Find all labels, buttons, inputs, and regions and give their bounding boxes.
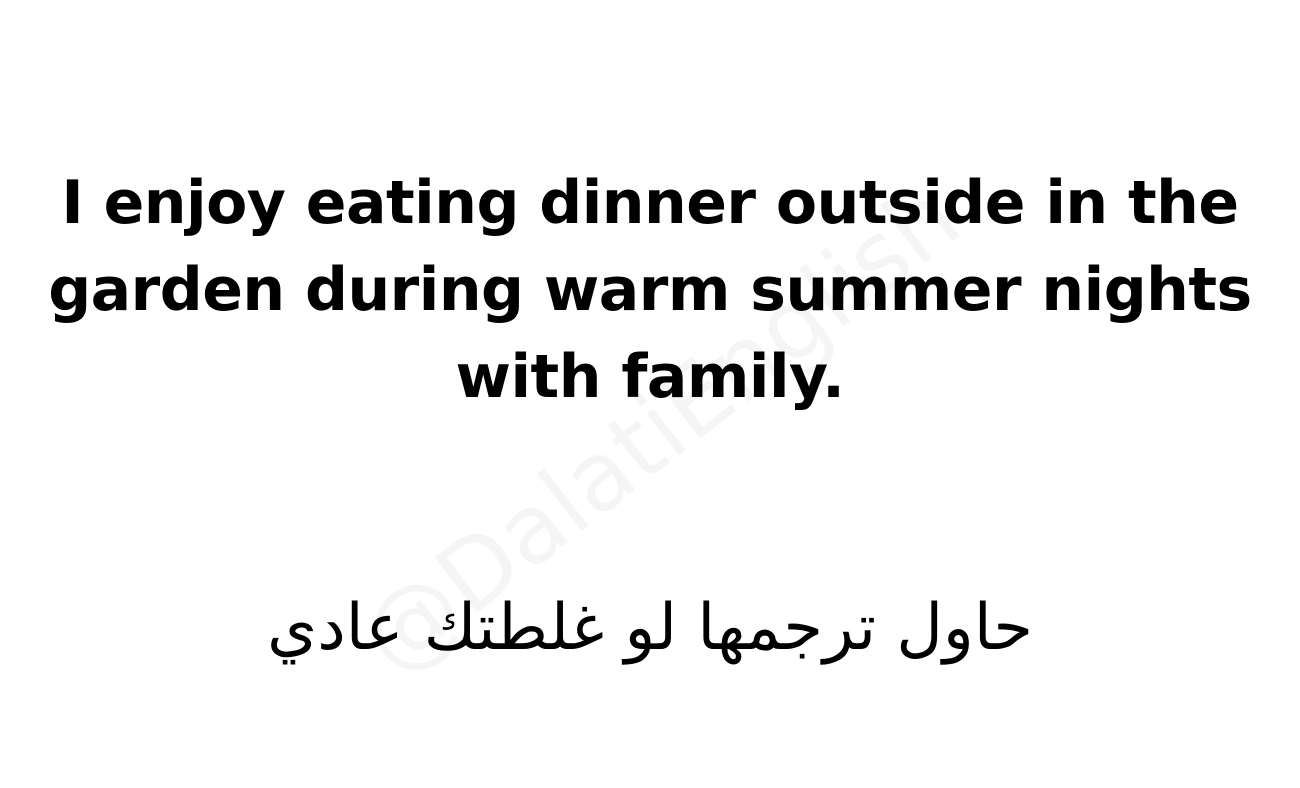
- english-sentence: I enjoy eating dinner outside in the garden during warm summer nights with family.: [48, 168, 1252, 412]
- arabic-prompt: حاول ترجمها لو غلطتك عادي: [267, 591, 1033, 665]
